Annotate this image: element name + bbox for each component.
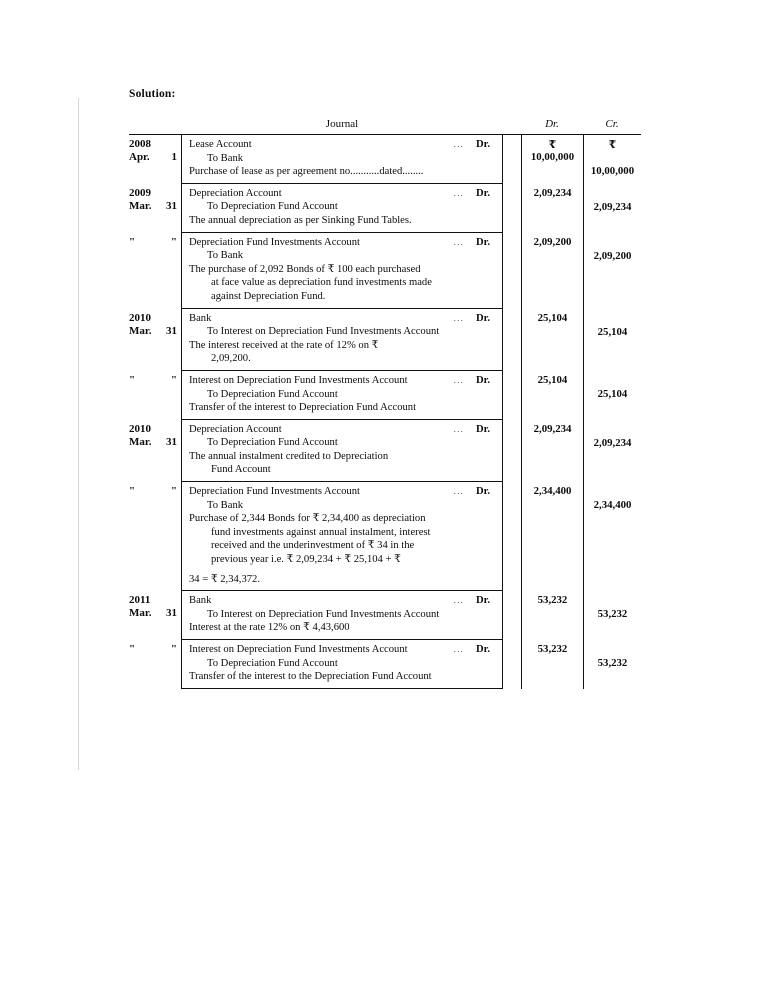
journal-entry-row bbox=[129, 135, 641, 184]
date-month: Mar. bbox=[129, 607, 152, 620]
table-header bbox=[129, 114, 641, 130]
debit-amount: 53,232 bbox=[537, 594, 568, 607]
date-ditto-year: " bbox=[129, 643, 136, 655]
date-month: Apr. bbox=[129, 151, 150, 163]
debit-amount: 2,09,200 bbox=[533, 235, 572, 248]
date-ditto-day: " bbox=[170, 485, 177, 498]
credit-amount: 53,232 bbox=[597, 608, 628, 621]
particulars-text: The annual instalment credited to Depreciation bbox=[189, 450, 389, 462]
particulars-text: Bank bbox=[189, 595, 212, 607]
particulars-text: received and the underinvestment of ₹ 34 in the bbox=[211, 540, 415, 552]
journal-entry-row bbox=[129, 371, 641, 420]
entry-credit-cell bbox=[583, 591, 641, 640]
journal-entry-row bbox=[129, 591, 641, 640]
particulars-line bbox=[189, 463, 498, 477]
debit-marker: Dr. bbox=[476, 644, 491, 655]
particulars-line bbox=[189, 214, 498, 228]
date-day: 31 bbox=[166, 607, 177, 620]
dot-leader: ... bbox=[453, 595, 464, 606]
particulars-text: Interest on Depreciation Fund Investments Account bbox=[189, 374, 408, 386]
dot-leader: ... bbox=[453, 187, 464, 198]
particulars-text: Lease Account bbox=[189, 139, 252, 150]
particulars-line bbox=[189, 526, 498, 540]
entry-date-cell bbox=[129, 482, 181, 591]
particulars-text: The interest received at the rate of 12% on ₹ bbox=[189, 339, 379, 351]
debit-amount: 53,232 bbox=[537, 643, 568, 655]
particulars-line bbox=[189, 621, 498, 635]
particulars-line bbox=[189, 643, 498, 657]
credit-amount: 2,09,234 bbox=[593, 436, 632, 449]
entry-credit-cell bbox=[583, 482, 641, 591]
entry-date-cell bbox=[129, 591, 181, 640]
debit-amount: 25,104 bbox=[537, 311, 568, 324]
entry-folio-cell bbox=[503, 184, 521, 233]
debit-marker: Dr. bbox=[476, 595, 491, 607]
particulars-line bbox=[189, 352, 498, 366]
particulars-text: To Depreciation Fund Account bbox=[207, 201, 338, 213]
particulars-text: To Bank bbox=[207, 250, 244, 262]
debit-marker: Dr. bbox=[476, 312, 491, 324]
entry-date-cell bbox=[129, 135, 181, 184]
particulars-text: Depreciation Account bbox=[189, 423, 282, 435]
date-ditto-day: " bbox=[170, 235, 177, 248]
particulars-line bbox=[189, 249, 498, 263]
particulars-line bbox=[189, 312, 498, 326]
entry-date-cell bbox=[129, 309, 181, 371]
date-year: 2010 bbox=[129, 311, 151, 324]
dot-leader: ... bbox=[453, 139, 464, 149]
entry-particulars-cell bbox=[181, 482, 503, 591]
dot-leader: ... bbox=[453, 374, 464, 385]
journal-entry-row bbox=[129, 640, 641, 689]
particulars-line bbox=[189, 485, 498, 499]
particulars-line bbox=[189, 290, 498, 304]
entry-credit-cell bbox=[583, 233, 641, 309]
particulars-line bbox=[189, 401, 498, 415]
credit-amount: 2,34,400 bbox=[593, 499, 632, 512]
particulars-line bbox=[189, 165, 498, 179]
entry-date-cell bbox=[129, 420, 181, 482]
entry-debit-cell bbox=[521, 640, 583, 689]
journal-entry-row bbox=[129, 184, 641, 233]
particulars-text: To Depreciation Fund Account bbox=[207, 388, 338, 400]
credit-amount: 25,104 bbox=[597, 387, 628, 400]
particulars-line bbox=[189, 670, 498, 684]
solution-label: Solution: bbox=[129, 88, 176, 100]
entry-date-cell bbox=[129, 184, 181, 233]
entry-folio-cell bbox=[503, 135, 521, 184]
journal-sheet bbox=[129, 88, 641, 689]
entry-folio-cell bbox=[503, 482, 521, 591]
entry-credit-cell bbox=[583, 371, 641, 420]
particulars-line bbox=[189, 436, 498, 450]
particulars-line bbox=[189, 152, 498, 166]
header-credit: Cr. bbox=[605, 118, 619, 130]
header-debit: Dr. bbox=[545, 118, 559, 130]
particulars-line bbox=[189, 608, 498, 622]
credit-currency-symbol: ₹ bbox=[608, 139, 617, 151]
entry-debit-cell bbox=[521, 135, 583, 184]
date-ditto-year: " bbox=[129, 373, 136, 386]
entry-debit-cell bbox=[521, 591, 583, 640]
particulars-text: Depreciation Fund Investments Account bbox=[189, 236, 360, 248]
entry-folio-cell bbox=[503, 420, 521, 482]
debit-currency-symbol: ₹ bbox=[548, 139, 557, 151]
particulars-line bbox=[189, 450, 498, 464]
particulars-line bbox=[189, 573, 498, 587]
date-month: Mar. bbox=[129, 199, 152, 212]
header-particulars: Journal bbox=[325, 118, 359, 130]
particulars-line bbox=[189, 236, 498, 250]
particulars-text: The annual depreciation as per Sinking Fund Tables. bbox=[189, 214, 412, 226]
entry-credit-cell bbox=[583, 184, 641, 233]
particulars-text: Purchase of lease as per agreement no...........dated........ bbox=[189, 166, 424, 178]
date-day: 1 bbox=[171, 151, 177, 163]
entry-particulars-cell bbox=[181, 135, 503, 184]
particulars-text: Transfer of the interest to the Depreciation Fund Account bbox=[189, 671, 432, 683]
particulars-line bbox=[189, 263, 498, 277]
date-day: 31 bbox=[166, 324, 177, 337]
particulars-line bbox=[189, 339, 498, 353]
entry-folio-cell bbox=[503, 591, 521, 640]
entry-particulars-cell bbox=[181, 184, 503, 233]
entry-folio-cell bbox=[503, 233, 521, 309]
particulars-line bbox=[189, 657, 498, 671]
entry-particulars-cell bbox=[181, 371, 503, 420]
particulars-text: fund investments against annual instalment, interest bbox=[211, 526, 431, 538]
particulars-text: Interest at the rate 12% on ₹ 4,43,600 bbox=[189, 622, 350, 634]
particulars-text: against Depreciation Fund. bbox=[211, 290, 326, 302]
debit-marker: Dr. bbox=[476, 139, 491, 150]
date-year: 2009 bbox=[129, 186, 151, 199]
date-day: 31 bbox=[166, 435, 177, 448]
debit-amount: 2,09,234 bbox=[533, 186, 572, 199]
debit-amount: 2,34,400 bbox=[533, 485, 572, 498]
date-ditto-year: " bbox=[129, 485, 136, 498]
entry-particulars-cell bbox=[181, 640, 503, 689]
particulars-line bbox=[189, 512, 498, 526]
entry-date-cell bbox=[129, 233, 181, 309]
particulars-line bbox=[189, 594, 498, 608]
particulars-text: Interest on Depreciation Fund Investments Account bbox=[189, 644, 408, 655]
particulars-text: 34 = ₹ 2,34,372. bbox=[189, 573, 260, 585]
journal-entry-row bbox=[129, 420, 641, 482]
entry-particulars-cell bbox=[181, 309, 503, 371]
particulars-text: Transfer of the interest to Depreciation Fund Account bbox=[189, 402, 417, 414]
particulars-line bbox=[189, 388, 498, 402]
date-ditto-day: " bbox=[170, 643, 177, 655]
particulars-text: To Depreciation Fund Account bbox=[207, 437, 338, 449]
particulars-text: previous year i.e. ₹ 2,09,234 + ₹ 25,104 + ₹ bbox=[211, 554, 401, 566]
debit-marker: Dr. bbox=[476, 236, 491, 248]
particulars-text: Depreciation Account bbox=[189, 187, 282, 199]
entry-particulars-cell bbox=[181, 420, 503, 482]
particulars-text: To Bank bbox=[207, 499, 244, 511]
particulars-text: To Bank bbox=[207, 152, 244, 164]
dot-leader: ... bbox=[453, 486, 464, 497]
particulars-text: Fund Account bbox=[211, 464, 271, 476]
debit-marker: Dr. bbox=[476, 374, 491, 386]
debit-amount: 2,09,234 bbox=[533, 422, 572, 435]
particulars-text: Depreciation Fund Investments Account bbox=[189, 486, 360, 498]
entry-debit-cell bbox=[521, 420, 583, 482]
credit-spacer bbox=[584, 151, 641, 165]
debit-amount: 25,104 bbox=[537, 373, 568, 386]
particulars-line bbox=[189, 499, 498, 513]
date-year: 2011 bbox=[129, 594, 151, 607]
particulars-line bbox=[189, 187, 498, 201]
particulars-text: at face value as depreciation fund investments made bbox=[211, 277, 432, 289]
journal-entry-row bbox=[129, 482, 641, 591]
credit-amount: 25,104 bbox=[597, 325, 628, 338]
journal-entry-row bbox=[129, 309, 641, 371]
dot-leader: ... bbox=[453, 423, 464, 434]
journal-entries bbox=[129, 135, 641, 689]
particulars-text: To Interest on Depreciation Fund Investments Account bbox=[207, 326, 440, 338]
entry-debit-cell bbox=[521, 482, 583, 591]
entry-credit-cell bbox=[583, 135, 641, 184]
entry-particulars-cell bbox=[181, 591, 503, 640]
date-year: 2010 bbox=[129, 422, 151, 435]
debit-amount: 10,00,000 bbox=[530, 151, 575, 163]
date-ditto-day: " bbox=[170, 373, 177, 386]
entry-credit-cell bbox=[583, 420, 641, 482]
entry-folio-cell bbox=[503, 371, 521, 420]
particulars-line bbox=[189, 374, 498, 388]
particulars-line bbox=[189, 423, 498, 437]
entry-folio-cell bbox=[503, 309, 521, 371]
date-ditto-year: " bbox=[129, 235, 136, 248]
page-edge-line bbox=[78, 98, 79, 770]
entry-debit-cell bbox=[521, 184, 583, 233]
credit-amount: 2,09,234 bbox=[593, 200, 632, 213]
entry-date-cell bbox=[129, 371, 181, 420]
particulars-text: Purchase of 2,344 Bonds for ₹ 2,34,400 as depreciation bbox=[189, 513, 426, 525]
credit-amount: 2,09,200 bbox=[593, 249, 632, 262]
credit-amount: 53,232 bbox=[597, 657, 628, 669]
particulars-text: 2,09,200. bbox=[211, 353, 251, 365]
entry-debit-cell bbox=[521, 371, 583, 420]
particulars-line bbox=[189, 276, 498, 290]
journal-entry-row bbox=[129, 233, 641, 309]
credit-amount: 10,00,000 bbox=[590, 165, 635, 177]
date-month: Mar. bbox=[129, 324, 152, 337]
entry-debit-cell bbox=[521, 309, 583, 371]
particulars-line bbox=[189, 553, 498, 567]
date-day: 31 bbox=[166, 199, 177, 212]
particulars-text: The purchase of 2,092 Bonds of ₹ 100 each purchased bbox=[189, 263, 421, 275]
particulars-line bbox=[189, 200, 498, 214]
entry-credit-cell bbox=[583, 640, 641, 689]
debit-marker: Dr. bbox=[476, 486, 491, 498]
debit-marker: Dr. bbox=[476, 423, 491, 435]
entry-date-cell bbox=[129, 640, 181, 689]
debit-marker: Dr. bbox=[476, 187, 491, 199]
particulars-text: To Interest on Depreciation Fund Investments Account bbox=[207, 608, 440, 620]
particulars-text: To Depreciation Fund Account bbox=[207, 657, 338, 669]
dot-leader: ... bbox=[453, 236, 464, 247]
entry-folio-cell bbox=[503, 640, 521, 689]
entry-debit-cell bbox=[521, 233, 583, 309]
particulars-line bbox=[189, 539, 498, 553]
particulars-line bbox=[189, 138, 498, 152]
particulars-line bbox=[189, 325, 498, 339]
dot-leader: ... bbox=[453, 312, 464, 323]
particulars-text: Bank bbox=[189, 312, 212, 324]
date-month: Mar. bbox=[129, 435, 152, 448]
date-year: 2008 bbox=[129, 138, 151, 150]
entry-particulars-cell bbox=[181, 233, 503, 309]
dot-leader: ... bbox=[453, 644, 464, 654]
entry-credit-cell bbox=[583, 309, 641, 371]
